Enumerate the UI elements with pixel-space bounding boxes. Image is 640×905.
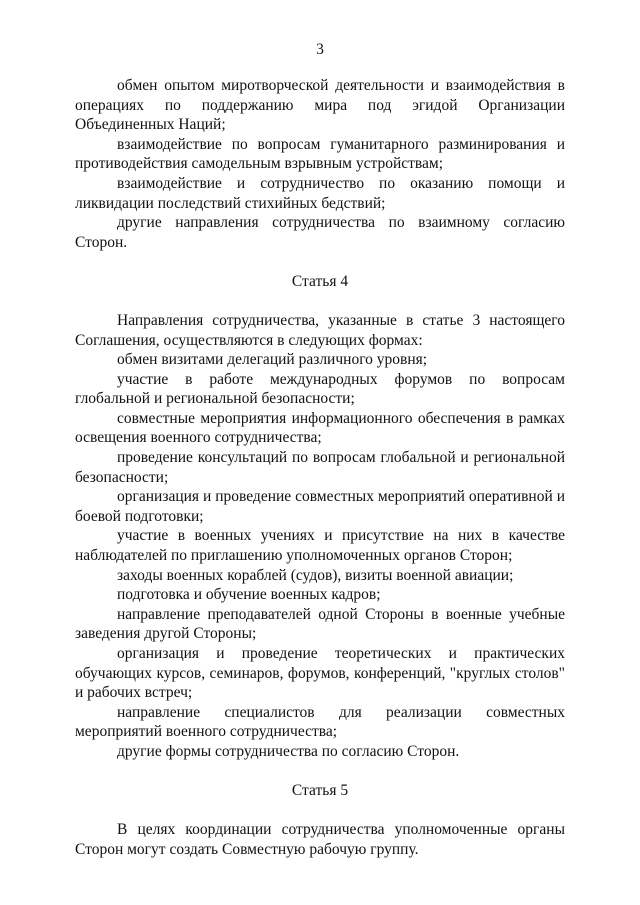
article3-continuation	[75, 76, 565, 252]
paragraph: другие формы сотрудничества по согласию Сторон.	[117, 742, 460, 760]
paragraph: организация и проведение теоретических и практических обучающих курсов, семинаров, форумов, конференций, "круглых столов" и рабочих встреч;	[75, 645, 565, 702]
article-5-heading: Статья 5	[291, 781, 349, 799]
paragraph: взаимодействие по вопросам гуманитарного разминирования и противодействия самодельным взрывным устройствам;	[75, 135, 565, 173]
page-number: 3	[316, 41, 324, 58]
paragraph: совместные мероприятия информационного обеспечения в рамках освещения военного сотрудничества;	[75, 409, 565, 447]
article-5-body	[75, 820, 565, 859]
paragraph: направление преподавателей одной Стороны в военные учебные заведения другой Стороны;	[75, 605, 565, 643]
paragraph: обмен опытом миротворческой деятельности и взаимодействия в операциях по поддержанию мира под эгидой Организации Объединенных Наций;	[75, 77, 565, 134]
paragraph: обмен визитами делегаций различного уровня;	[117, 351, 428, 369]
paragraph: подготовка и обучение военных кадров;	[117, 586, 381, 604]
article-4-heading: Статья 4	[291, 272, 349, 290]
document-body	[75, 76, 565, 859]
article-4-body	[75, 311, 565, 762]
paragraph: Направления сотрудничества, указанные в статье 3 настоящего Соглашения, осуществляются в следующих формах:	[75, 311, 565, 349]
paragraph: участие в военных учениях и присутствие на них в качестве наблюдателей по приглашению уполномоченных органов Сторон;	[75, 527, 565, 565]
paragraph: заходы военных кораблей (судов), визиты военной авиации;	[117, 566, 514, 584]
paragraph: взаимодействие и сотрудничество по оказанию помощи и ликвидации последствий стихийных бедствий;	[75, 174, 565, 212]
paragraph: проведение консультаций по вопросам глобальной и региональной безопасности;	[75, 449, 565, 486]
paragraph: В целях координации сотрудничества уполномоченные органы Сторон могут создать Совместную рабочую группу.	[75, 821, 565, 858]
paragraph: направление специалистов для реализации совместных мероприятий военного сотрудничества;	[75, 703, 565, 741]
paragraph: участие в работе международных форумов по вопросам глобальной и региональной безопасности;	[75, 370, 565, 408]
paragraph: другие направления сотрудничества по взаимному согласию Сторон.	[75, 214, 565, 251]
paragraph: организация и проведение совместных мероприятий оперативной и боевой подготовки;	[75, 488, 565, 525]
